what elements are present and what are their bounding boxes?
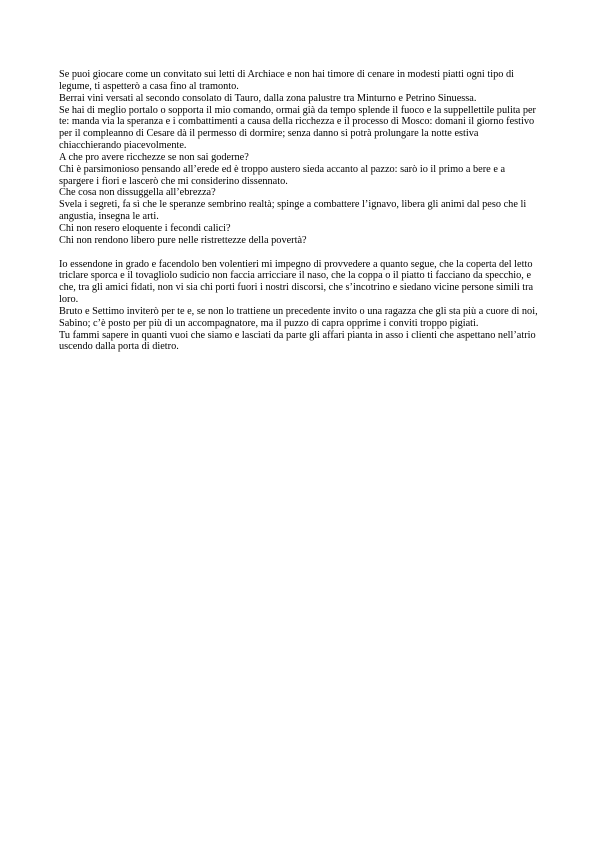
paragraph-1 bbox=[59, 69, 541, 247]
text-line: Se hai di meglio portalo o sopporta il mio comando, ormai già da tempo splende il fuoco e la suppellettile pulita per te: manda via la speranza e i combattimenti a causa della ricchezza e il processo di Mosco: domani il giorno festivo per il compleanno di Cesare dà il permesso di dormire; senza danno si potrà prolungare la notte estiva chiacchierando piacevolmente. bbox=[59, 104, 536, 152]
text-line: Io essendone in grado e facendolo ben volentieri mi impegno di provvedere a quanto segue, che la coperta del letto triclare sporca e il tovagliolo sudicio non faccia arricciare il naso, che la coppa o il piatto ti facciano da specchio, e che, tra gli amici fidati, non vi sia chi porti fuori i nostri discorsi, che s’incotrino e siedano vicine persone simili tra loro. bbox=[59, 258, 534, 306]
document-body bbox=[59, 69, 541, 353]
text-line: Tu fammi sapere in quanti vuoi che siamo e lasciati da parte gli affari pianta in asso i clienti che aspettano nell’atrio uscendo dalla porta di dietro. bbox=[59, 329, 536, 353]
text-line: Che cosa non dissuggella all’ebrezza? bbox=[59, 187, 216, 199]
text-line: Chi non resero eloquente i fecondi calici? bbox=[59, 222, 231, 234]
text-line: A che pro avere ricchezze se non sai goderne? bbox=[59, 151, 249, 163]
text-line: Chi non rendono libero pure nelle ristrettezze della povertà? bbox=[59, 234, 307, 246]
paragraph-2 bbox=[59, 259, 541, 354]
text-line: Svela i segreti, fa sì che le speranze sembrino realtà; spinge a combattere l’ignavo, libera gli animi dal peso che li angustia, insegna le arti. bbox=[59, 199, 527, 223]
text-line: Chi è parsimonioso pensando all’erede ed è troppo austero sieda accanto al pazzo: sarò io il primo a bere e a spargere i fiori e lascerò che mi considerino dissennato. bbox=[59, 163, 506, 187]
text-line: Bruto e Settimo inviterò per te e, se non lo trattiene un precedente invito o una ragazza che gli sta più a cuore di noi, Sabino; c’è posto per più di un accompagnatore, ma il puzzo di capra opprime i conviti troppo pigiati. bbox=[59, 305, 538, 329]
text-line: Berrai vini versati al secondo consolato di Tauro, dalla zona palustre tra Minturno e Petrino Sinuessa. bbox=[59, 92, 477, 104]
text-line: Se puoi giocare come un convitato sui letti di Archiace e non hai timore di cenare in modesti piatti ogni tipo di legume, ti aspetterò a casa fino al tramonto. bbox=[59, 69, 514, 92]
